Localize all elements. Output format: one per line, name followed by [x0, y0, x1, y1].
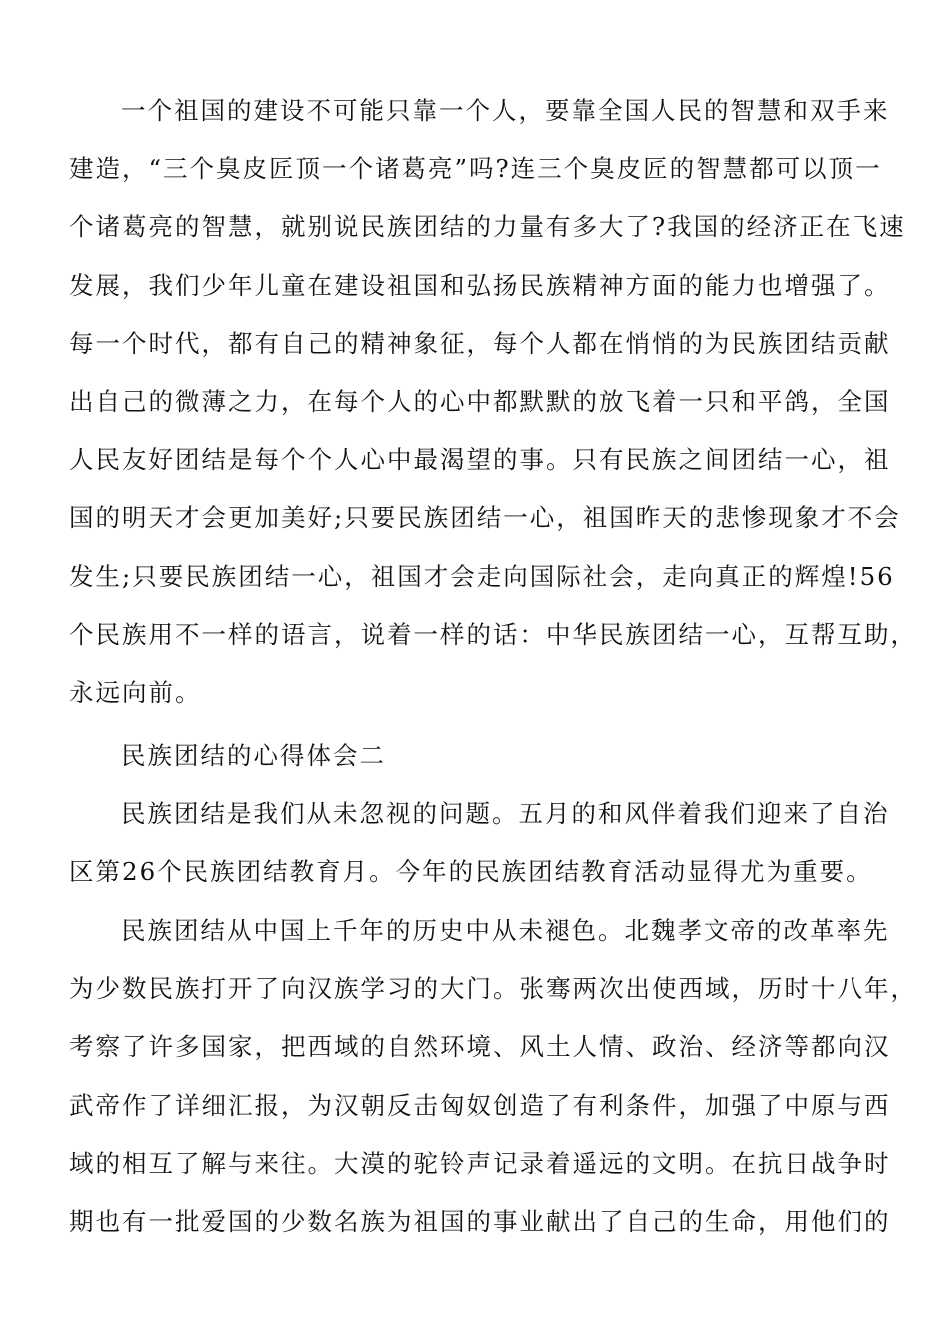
paragraph-line: 一个祖国的建设不可能只靠一个人，要靠全国人民的智慧和双手来	[121, 96, 890, 125]
paragraph-line: 发生;只要民族团结一心，祖国才会走向国际社会，走向真正的辉煌!56	[69, 561, 895, 591]
paragraph-line: 国的明天才会更加美好;只要民族团结一心，祖国昨天的悲惨现象才不会	[69, 503, 901, 533]
paragraph-line: 区第26个民族团结教育月。今年的民族团结教育活动显得尤为重要。	[69, 857, 873, 887]
paragraph-line: 民族团结是我们从未忽视的问题。五月的和风伴着我们迎来了自治	[121, 799, 890, 828]
paragraph-line: 每一个时代，都有自己的精神象征，每个人都在悄悄的为民族团结贡献	[69, 328, 891, 358]
paragraph-1	[69, 82, 917, 722]
paragraph-line: 个诸葛亮的智慧，就别说民族团结的力量有多大了?我国的经济正在飞速	[69, 212, 906, 242]
paragraph-line: 期也有一批爱国的少数名族为祖国的事业献出了自己的生命，用他们的	[69, 1206, 891, 1236]
paragraph-line: 个民族用不一样的语言，说着一样的话：中华民族团结一心，互帮互助，	[69, 619, 917, 649]
paragraph-line: 永远向前。	[69, 677, 202, 707]
paragraph-line: 武帝作了详细汇报，为汉朝反击匈奴创造了有利条件，加强了中原与西	[69, 1090, 891, 1120]
paragraph-line: 发展，我们少年儿童在建设祖国和弘扬民族精神方面的能力也增强了。	[69, 270, 891, 300]
paragraph-line: 建造，“三个臭皮匠顶一个诸葛亮”吗?连三个臭皮匠的智慧都可以顶一	[69, 154, 882, 184]
paragraph-line: 民族团结从中国上千年的历史中从未褪色。北魏孝文帝的改革率先	[121, 916, 890, 945]
paragraph-2	[69, 785, 889, 901]
paragraph-line: 考察了许多国家，把西域的自然环境、风土人情、政治、经济等都向汉	[69, 1032, 891, 1062]
section-heading-text: 民族团结的心得体会二	[121, 741, 386, 770]
paragraph-line: 出自己的微薄之力，在每个人的心中都默默的放飞着一只和平鸽，全国	[69, 386, 891, 416]
paragraph-line: 域的相互了解与来往。大漠的驼铃声记录着遥远的文明。在抗日战争时	[69, 1148, 891, 1178]
section-heading	[69, 727, 889, 785]
paragraph-3	[69, 902, 917, 1251]
paragraph-line: 人民友好团结是每个个人心中最渴望的事。只有民族之间团结一心，祖	[69, 445, 891, 475]
paragraph-line: 为少数民族打开了向汉族学习的大门。张骞两次出使西域，历时十八年，	[69, 974, 917, 1004]
